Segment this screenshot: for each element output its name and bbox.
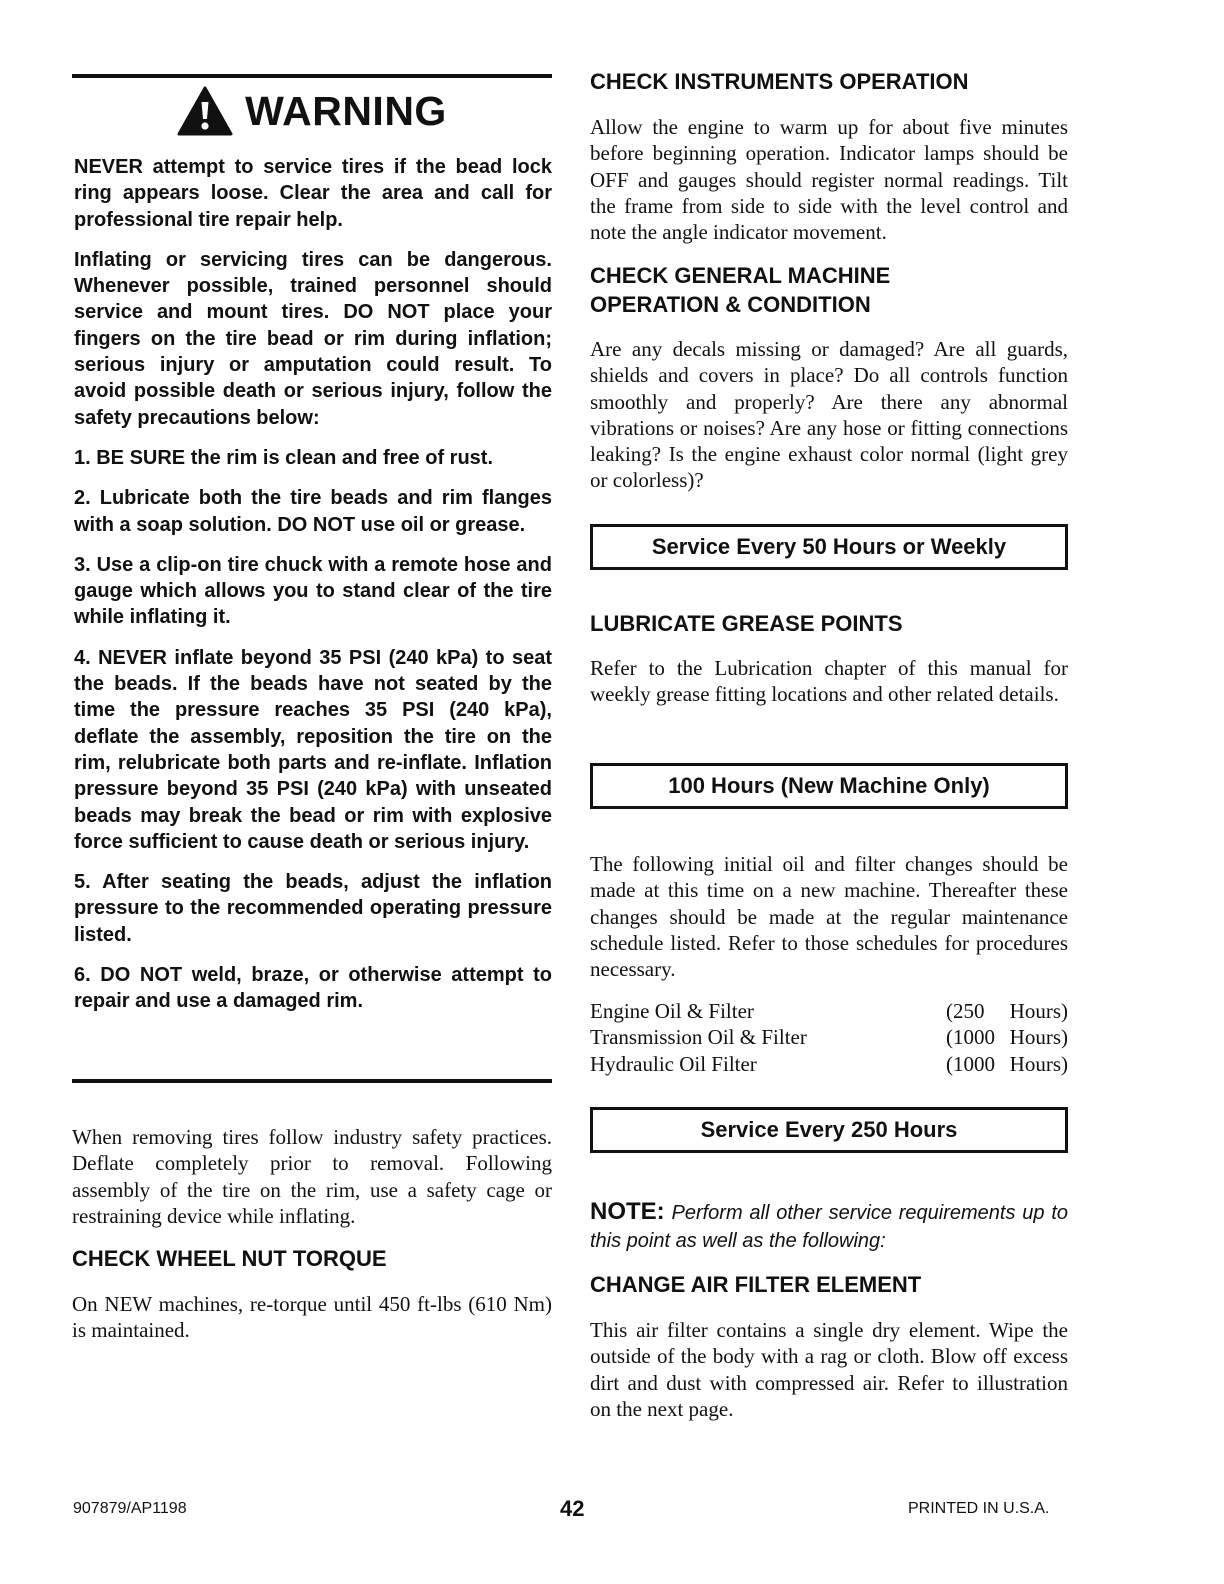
schedule-unit: Hours) (1009, 1051, 1068, 1076)
initial-changes-text: The following initial oil and filter changes should be made at this time on a new machine. Thereafter these changes should be made at the regular maintenance schedule listed. Refer to those schedules for procedures necessary. (590, 852, 1068, 982)
instruments-heading: CHECK INSTRUMENTS OPERATION (590, 69, 969, 94)
schedule-unit: Hours) (1009, 999, 1068, 1023)
schedule-item: Engine Oil & Filter (590, 999, 754, 1023)
general-heading-line-1: CHECK GENERAL MACHINE (590, 263, 891, 288)
warning-triangle-icon (177, 86, 233, 136)
warning-step: 1. BE SURE the rim is clean and free of rust. (74, 446, 494, 469)
wheel-nut-heading: CHECK WHEEL NUT TORQUE (72, 1246, 387, 1271)
general-heading-line-2: OPERATION & CONDITION (590, 292, 871, 317)
footer-doc-number: 907879/AP1198 (73, 1500, 187, 1517)
warning-paragraph: NEVER attempt to service tires if the bead lock ring appears loose. Clear the area and call for professional tire repair help. (74, 156, 552, 231)
oil-change-schedule (590, 998, 1068, 1077)
service-250-hours-box: Service Every 250 Hours (590, 1107, 1068, 1153)
grease-text: Refer to the Lubrication chapter of this manual for weekly grease fitting locations and other related details. (590, 656, 1068, 707)
schedule-hours: (1000 (946, 1025, 995, 1050)
note-text: Perform all other service requirements up to this point as well as the following: (590, 1202, 1068, 1252)
schedule-hours: (1000 (946, 1051, 995, 1076)
warning-paragraph: Inflating or servicing tires can be dangerous. Whenever possible, trained personnel should service and mount tires. DO NOT place your fingers on the tire bead or rim during inflation; serious injury or amputation could result. To avoid possible death or serious injury, follow the safety precautions below: (74, 248, 552, 429)
air-filter-heading: CHANGE AIR FILTER ELEMENT (590, 1272, 922, 1297)
schedule-hours: (250 (946, 999, 985, 1023)
note (590, 1198, 1068, 1255)
schedule-item: Transmission Oil & Filter (590, 1025, 807, 1050)
warning-bottom-rule (72, 1079, 552, 1083)
schedule-row (590, 1024, 1068, 1050)
warning-step: 3. Use a clip-on tire chuck with a remote hose and gauge which allows you to stand clear of the tire while inflating it. (74, 553, 552, 629)
warning-top-rule (72, 74, 552, 78)
grease-heading: LUBRICATE GREASE POINTS (590, 611, 903, 636)
service-50-hours-box: Service Every 50 Hours or Weekly (590, 524, 1068, 570)
schedule-row (590, 998, 1068, 1024)
warning-step: 5. After seating the beads, adjust the inflation pressure to the recommended operating pressure listed. (74, 871, 552, 946)
wheel-nut-text: On NEW machines, re-torque until 450 ft-lbs (610 Nm) is maintained. (72, 1292, 552, 1343)
warning-header (72, 84, 552, 138)
warning-step: 2. Lubricate both the tire beads and rim flanges with a soap solution. DO NOT use oil or grease. (74, 487, 552, 536)
note-label: NOTE: (590, 1198, 665, 1225)
service-100-hours-box: 100 Hours (New Machine Only) (590, 763, 1068, 809)
general-text: Are any decals missing or damaged? Are all guards, shields and covers in place? Do all controls function smoothly and properly? Are there any abnormal vibrations or noises? Are any hose or fitting connections leaking? Is the engine exhaust color normal (light grey or colorless)? (590, 337, 1068, 493)
schedule-row (590, 1051, 1068, 1077)
schedule-item: Hydraulic Oil Filter (590, 1051, 757, 1076)
warning-body (74, 154, 552, 1029)
air-filter-text: This air filter contains a single dry element. Wipe the outside of the body with a rag or cloth. Blow off excess dirt and dust with compressed air. Refer to illustration on the next page. (590, 1318, 1068, 1421)
warning-step: 4. NEVER inflate beyond 35 PSI (240 kPa) to seat the beads. If the beads have not seated by the time the pressure reaches 35 PSI (240 kPa), deflate the assembly, reposition the tire on the rim, relubricate both parts and re-inflate. Inflation pressure beyond 35 PSI (240 kPa) with unseated beads may break the bead or rim with explosive force sufficient to cause death or serious injury. (74, 646, 552, 853)
warning-step: 6. DO NOT weld, braze, or otherwise attempt to repair and use a damaged rim. (74, 964, 552, 1013)
tire-removal-text: When removing tires follow industry safety practices. Deflate completely prior to removal. Following assembly of the tire on the rim, use a safety cage or restraining device while inflating. (72, 1125, 552, 1228)
footer-printed: PRINTED IN U.S.A. (908, 1500, 1050, 1517)
page-number: 42 (560, 1496, 585, 1521)
warning-title: WARNING (245, 87, 447, 134)
schedule-unit: Hours) (1009, 1025, 1068, 1050)
instruments-text: Allow the engine to warm up for about five minutes before beginning operation. Indicator lamps should be OFF and gauges should register normal readings. Tilt the frame from side to side with the level control and note the angle indicator movement. (590, 115, 1068, 245)
